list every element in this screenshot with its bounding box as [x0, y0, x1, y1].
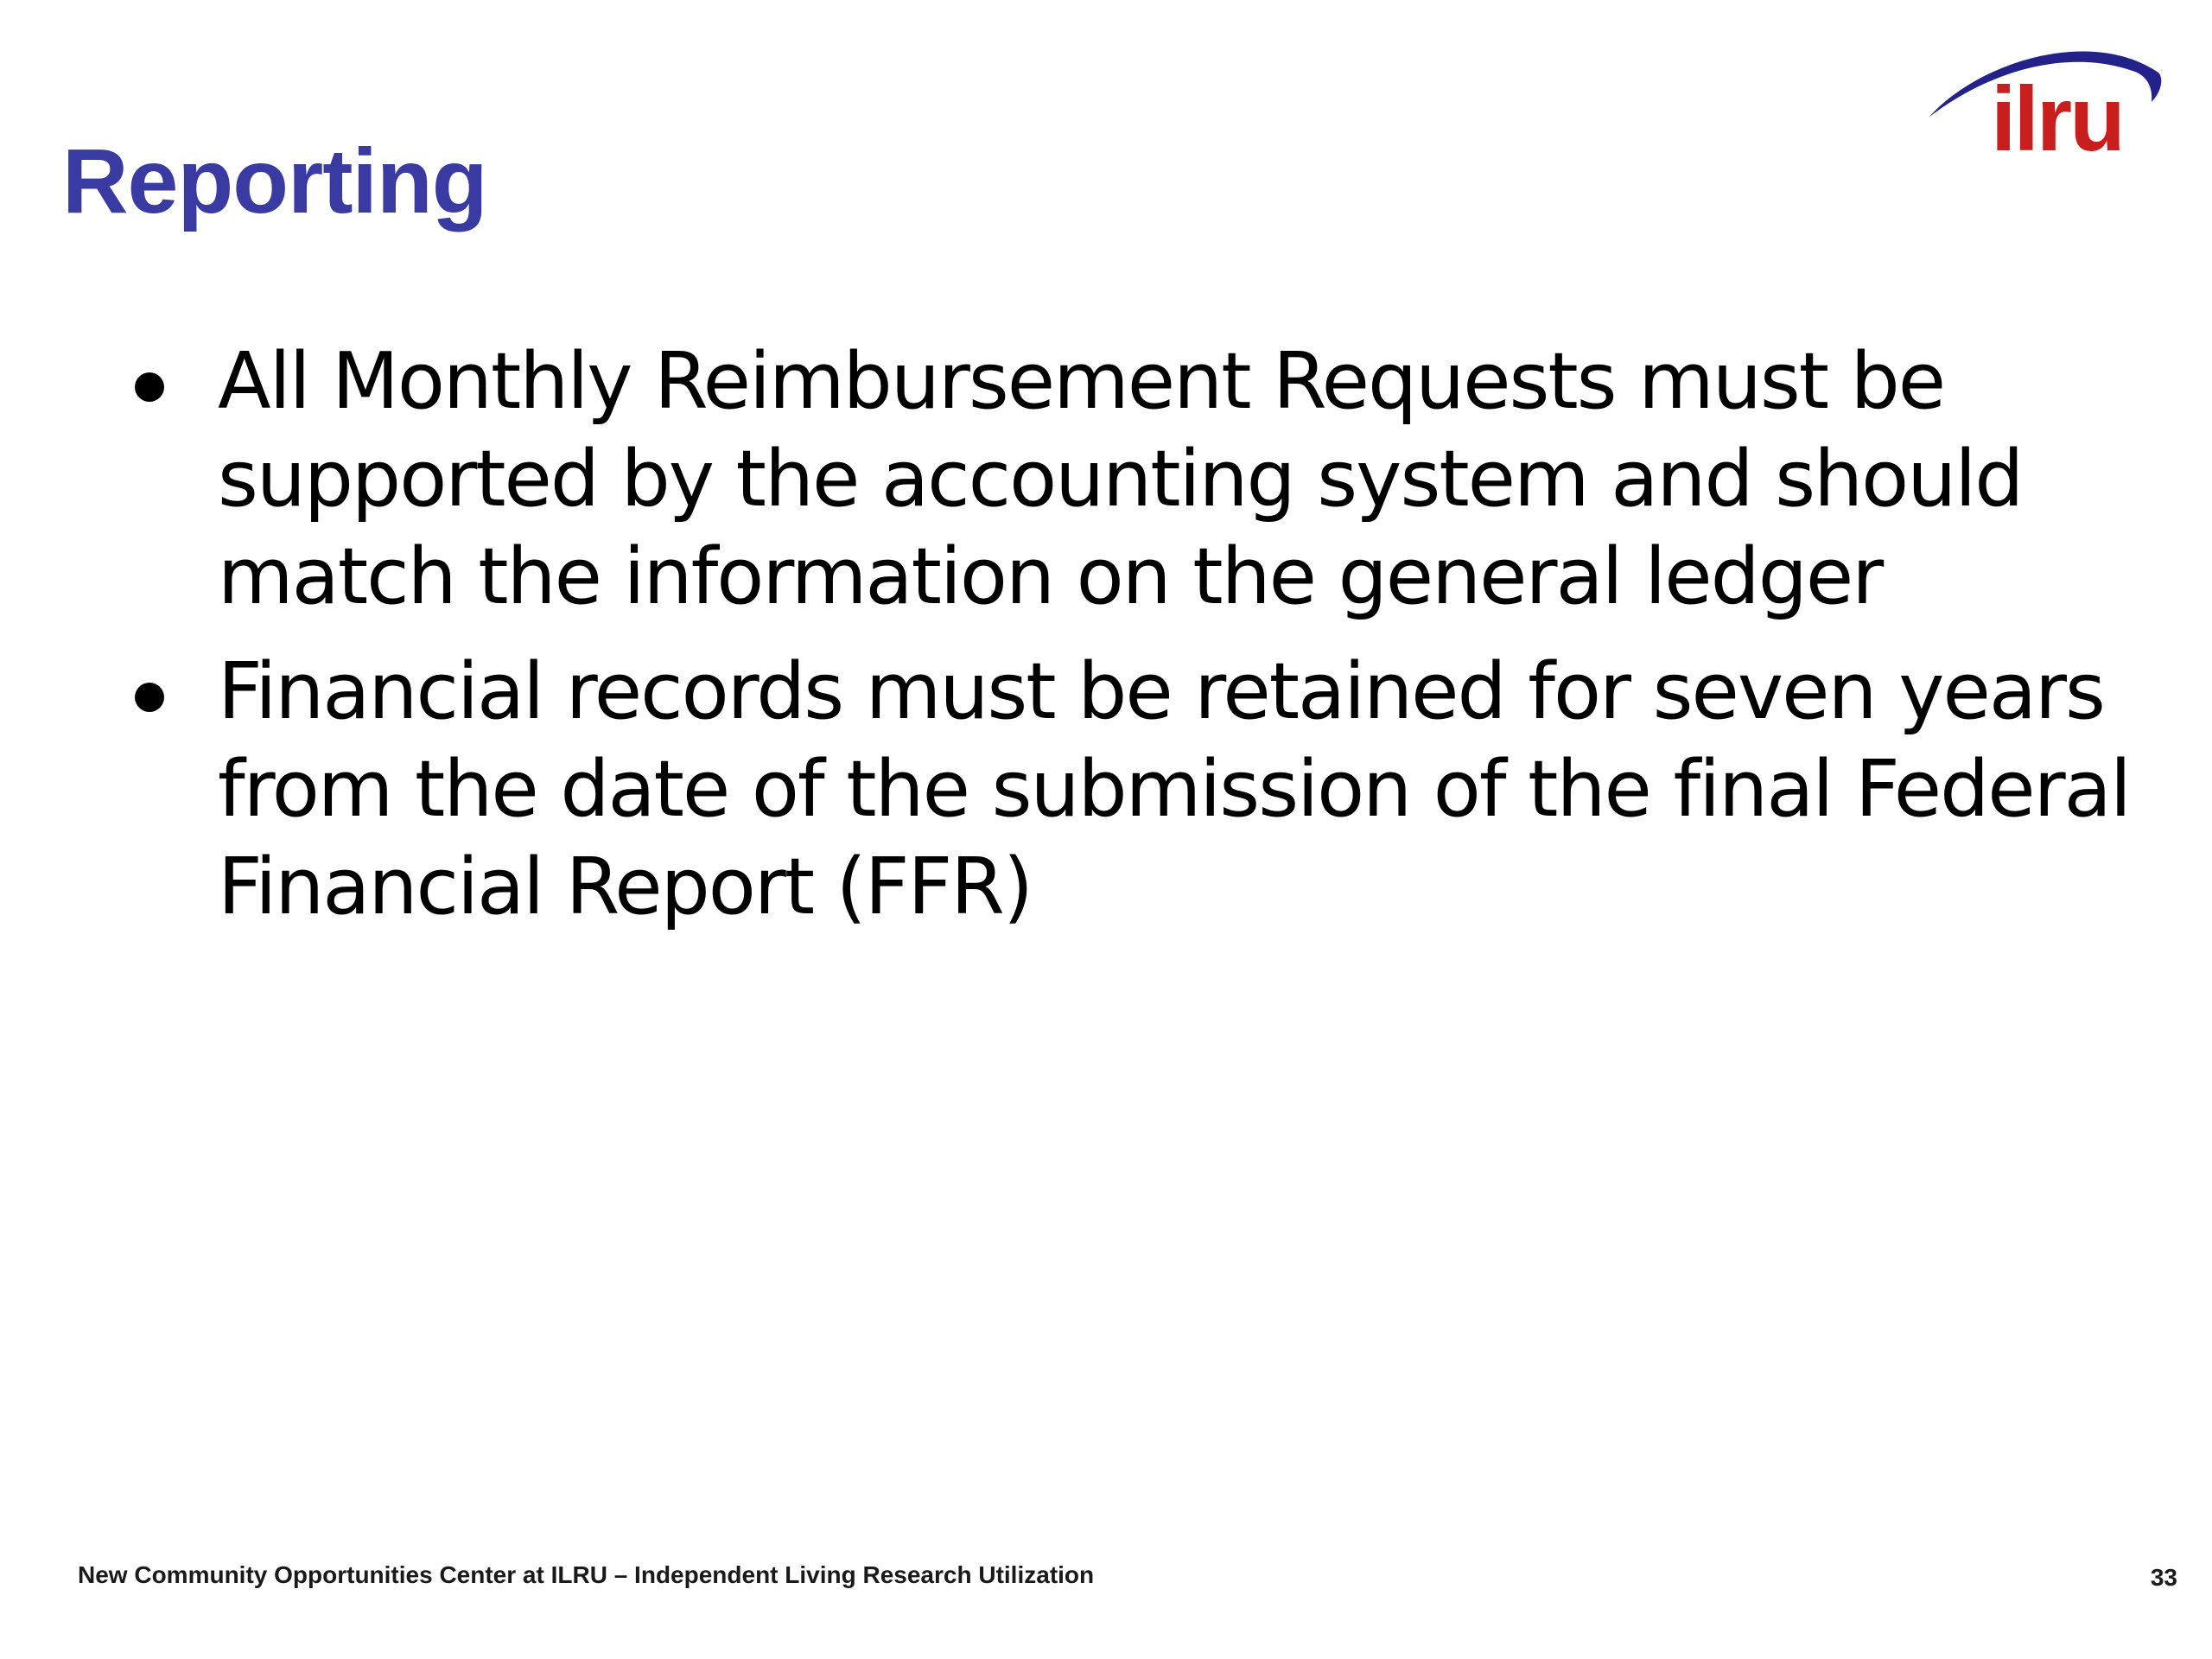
bullet-text: All Monthly Reimbursement Requests must be supported by the accounting system and should match the information on the general ledger	[218, 336, 2023, 622]
bullet-text: Financial records must be retained for seven years from the date of the submission of the final Federal Financial Report (FFR)	[218, 646, 2130, 932]
page-number: 33	[2150, 1564, 2177, 1591]
svg-text:ilru: ilru	[1991, 68, 2123, 169]
bullet-dot	[135, 372, 164, 402]
bullet-item	[130, 643, 2177, 936]
footer-text: New Community Opportunities Center at ILRU – Independent Living Research Utilization	[78, 1561, 1095, 1588]
slide-title: Reporting	[62, 130, 487, 232]
bullet-dot	[135, 683, 164, 712]
bullet-list	[130, 333, 2177, 953]
bullet-item	[130, 333, 2177, 626]
ilru-logo	[1918, 31, 2177, 169]
